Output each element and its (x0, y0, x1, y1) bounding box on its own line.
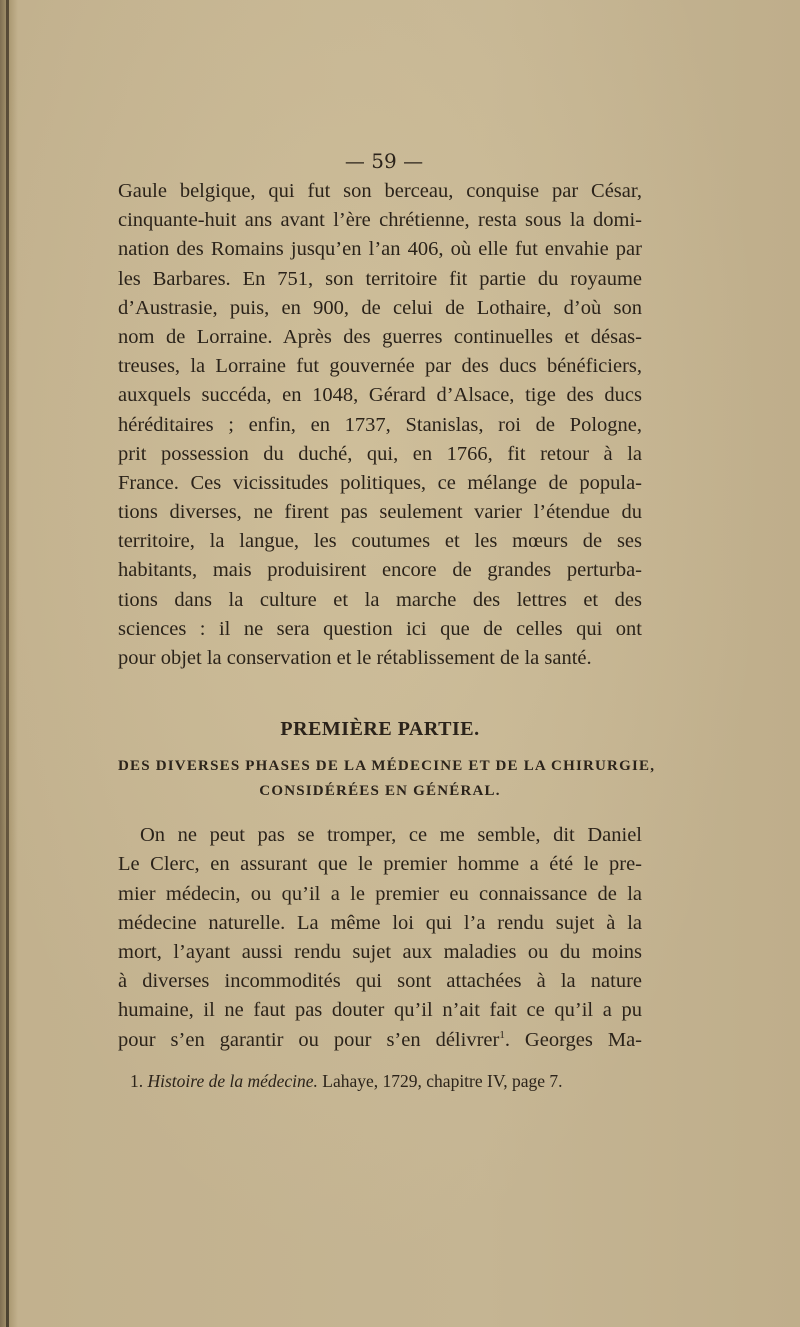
text-line: Le Clerc, en assurant que le premier homme a été le pre- (118, 853, 642, 876)
page-number: — 59 — (344, 149, 424, 173)
text-line: tions dans la culture et la marche des lettres et des (118, 588, 642, 611)
text-line-with-footnote (118, 1026, 642, 1055)
footnote-text: Lahaye, 1729, chapitre IV, page 7. (322, 1070, 563, 1091)
text-line: héréditaires ; enfin, en 1737, Stanislas, roi de Pologne, (118, 413, 642, 436)
section-subtitle (118, 754, 656, 804)
text-line: Gaule belgique, qui fut son berceau, conquise par César, (118, 180, 642, 202)
text-line: tions diverses, ne firent pas seulement varier l’étendue du (118, 501, 642, 524)
footnote (118, 1068, 642, 1094)
text-line: nom de Lorraine. Après des guerres continuelles et désas- (118, 325, 642, 348)
text-line: d’Austrasie, puis, en 900, de celui de Lothaire, d’où son (118, 296, 642, 319)
text-line: prit possession du duché, qui, en 1766, fit retour à la (118, 442, 642, 465)
text-fragment: pour s’en garantir ou pour s’en délivrer (118, 1028, 500, 1051)
text-line: On ne peut pas se tromper, ce me semble, dit Daniel (140, 824, 642, 847)
text-line: mort, l’ayant aussi rendu sujet aux maladies ou du moins (118, 940, 642, 963)
subtitle-line: DES DIVERSES PHASES DE LA MÉDECINE ET DE LA CHIRURGIE, (118, 758, 656, 775)
text-line: humaine, il ne faut pas douter qu’il n’ait fait ce qu’il a pu (118, 999, 642, 1022)
footnote-number: 1. (130, 1070, 144, 1091)
text-line: les Barbares. En 751, son territoire fit partie du royaume (118, 267, 642, 290)
text-fragment: . Georges Ma- (504, 1028, 642, 1051)
text-line: cinquante-huit ans avant l’ère chrétienne, resta sous la domi- (118, 209, 642, 232)
text-line: auxquels succéda, en 1048, Gérard d’Alsace, tige des ducs (118, 384, 642, 407)
paragraph-1 (118, 177, 642, 673)
text-line: nation des Romains jusqu’en l’an 406, où elle fut envahie par (118, 238, 642, 261)
text-line: à diverses incommodités qui sont attachées à la nature (118, 970, 642, 993)
text-line: territoire, la langue, les coutumes et les mœurs de ses (118, 530, 642, 553)
text-line: médecine naturelle. La même loi qui l’a rendu sujet à la (118, 911, 642, 934)
text-line: habitants, mais produisirent encore de grandes perturba- (118, 559, 642, 582)
section-title: PREMIÈRE PARTIE. (280, 718, 480, 741)
text-line: France. Ces vicissitudes politiques, ce mélange de popula- (118, 471, 642, 494)
page-spine-shadow (6, 0, 9, 1327)
paragraph-2 (118, 821, 642, 1055)
text-line: treuses, la Lorraine fut gouvernée par des ducs bénéficiers, (118, 355, 642, 378)
text-line: sciences : il ne sera question ici que de celles qui ont (118, 617, 642, 640)
text-line: mier médecin, ou qu’il a le premier eu connaissance de la (118, 882, 642, 905)
text-line: pour objet la conservation et le rétablissement de la santé. (118, 647, 592, 669)
footnote-reference[interactable]: 1 (499, 1028, 505, 1041)
text-block (118, 147, 656, 1094)
subtitle-line: CONSIDÉRÉES EN GÉNÉRAL. (259, 783, 501, 800)
footnote-title: Histoire de la médecine. (147, 1070, 318, 1091)
